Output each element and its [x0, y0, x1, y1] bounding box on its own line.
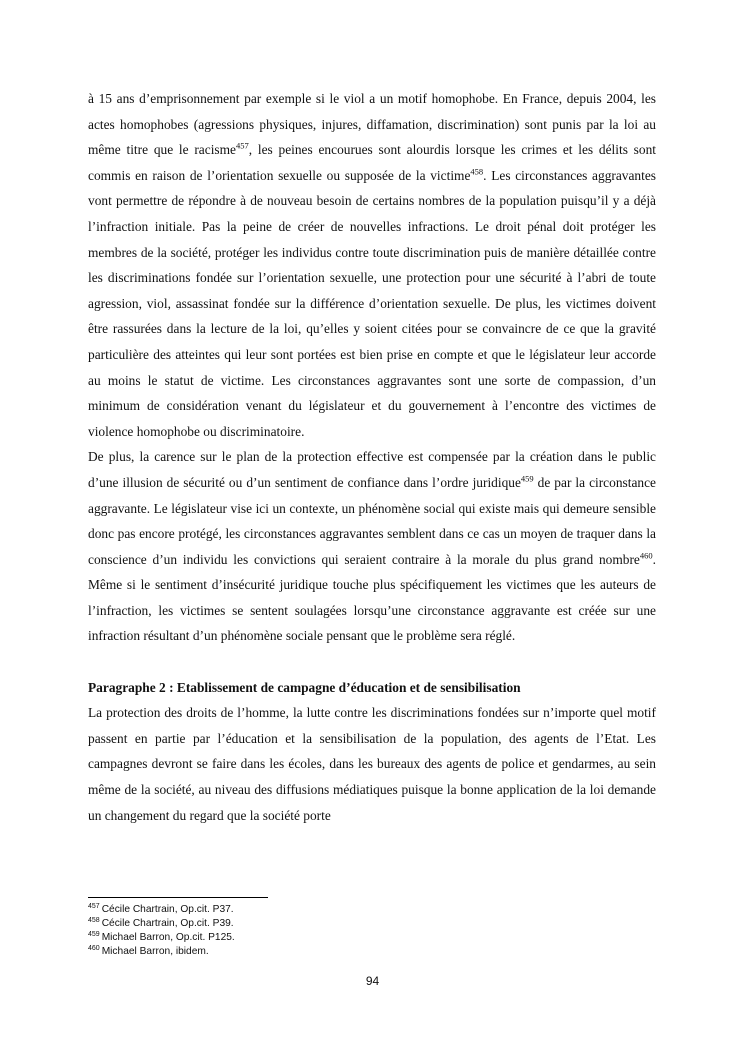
- footnote-ref-459[interactable]: 459: [520, 473, 534, 484]
- footnote-ref-460[interactable]: 460: [639, 550, 653, 561]
- section-heading: Paragraphe 2 : Etablissement de campagne d’éducation et de sensibilisation: [88, 679, 521, 695]
- text-segment: De plus, la carence sur le plan de la protection effective est compensée par la création dans le public d’une illusion de sécurité ou d’un sentiment de confiance dans l’ordre juridique: [88, 449, 656, 490]
- footnote-number: 459: [88, 930, 100, 938]
- text-segment: . Les circonstances aggravantes vont permettre de répondre à de nouveau besoin de certains nombres de la population puisqu’il y a déjà l’infraction initiale. Pas la peine de créer de nouvelles infractions. Le droit pénal doit protéger les membres de la société, protéger les individus contre toute discrimination puis de manière détaillée contre les discriminations fondée sur l’orientation sexuelle, une protection pour une sécurité à l’abri de toute agression, viol, assassinat fondée sur la différence d’orientation sexuelle. De plus, les victimes doivent être rassurées dans la lecture de la loi, qu’elles y soient citées pour se convaincre de ce que la gravité particulière des atteintes qui leur sont portées est bien prise en compte et que le législateur leur accorde au moins le statut de victime. Les circonstances aggravantes sont une sorte de compassion, d’un minimum de considération venant du législateur et du gouvernement à l’encontre des victimes de violence homophobe ou discriminatoire.: [88, 167, 657, 439]
- text-segment: de par la circonstance aggravante. Le législateur vise ici un contexte, un phénomène social qui existe mais qui demeure sensible donc pas encore protégé, les circonstances aggravantes semblent dans ce cas un moyen de traquer dans la conscience d’un individu les convictions qui seraient contraire à la morale du plus grand nombre: [88, 474, 656, 567]
- footnote-number: 458: [88, 916, 100, 924]
- footnote-ref-457[interactable]: 457: [236, 140, 249, 151]
- footnote-text: Michael Barron, ibidem.: [101, 946, 209, 957]
- footnote-text: Michael Barron, Op.cit. P125.: [101, 932, 235, 943]
- footnote-number: 457: [88, 902, 100, 910]
- body-text: [88, 86, 656, 828]
- paragraph-legal-confidence: [88, 444, 656, 649]
- footnote-ref-458[interactable]: 458: [470, 166, 484, 177]
- footnote-text: Cécile Chartrain, Op.cit. P39.: [101, 918, 234, 929]
- text-segment: , les peines encourues sont alourdis lorsque les crimes et les délits sont commis en raison de l’orientation sexuelle ou supposée de la victime: [88, 142, 656, 183]
- page-number: 94: [365, 974, 380, 988]
- footnote-divider: [88, 897, 268, 898]
- paragraph-homophobic-acts: [88, 86, 656, 444]
- text-segment: . Même si le sentiment d’insécurité juridique touche plus spécifiquement les victimes que les auteurs de l’infraction, les victimes se sentent soulagées lorsqu’une circonstance aggravante est créée sur une infraction résultant d’un phénomène sociale pensant que le problème sera réglé.: [88, 551, 656, 644]
- footnote-number: 460: [88, 944, 100, 952]
- footnote-457: [88, 903, 488, 917]
- text-segment: à 15 ans d’emprisonnement par exemple si le viol a un motif homophobe. En France, depuis 2004, les actes homophobes (agressions physiques, injures, diffamation, discrimination) sont punis par la loi au même titre que le racisme: [88, 91, 656, 158]
- footnote-460: [88, 945, 488, 959]
- footnote-459: [88, 931, 488, 945]
- footnote-text: Cécile Chartrain, Op.cit. P37.: [101, 904, 234, 915]
- footnotes: [88, 903, 488, 959]
- paragraph-education-campaign: La protection des droits de l’homme, la lutte contre les discriminations fondées sur n’importe quel motif passent en partie par l’éducation et la sensibilisation de la population, des agents de l’Etat. Les campagnes devront se faire dans les écoles, dans les bureaux des agents de police et gendarmes, au sein même de la société, au niveau des diffusions médiatiques puisque la bonne application de la loi demande un changement du regard que la société porte: [88, 705, 656, 823]
- footnote-458: [88, 917, 488, 931]
